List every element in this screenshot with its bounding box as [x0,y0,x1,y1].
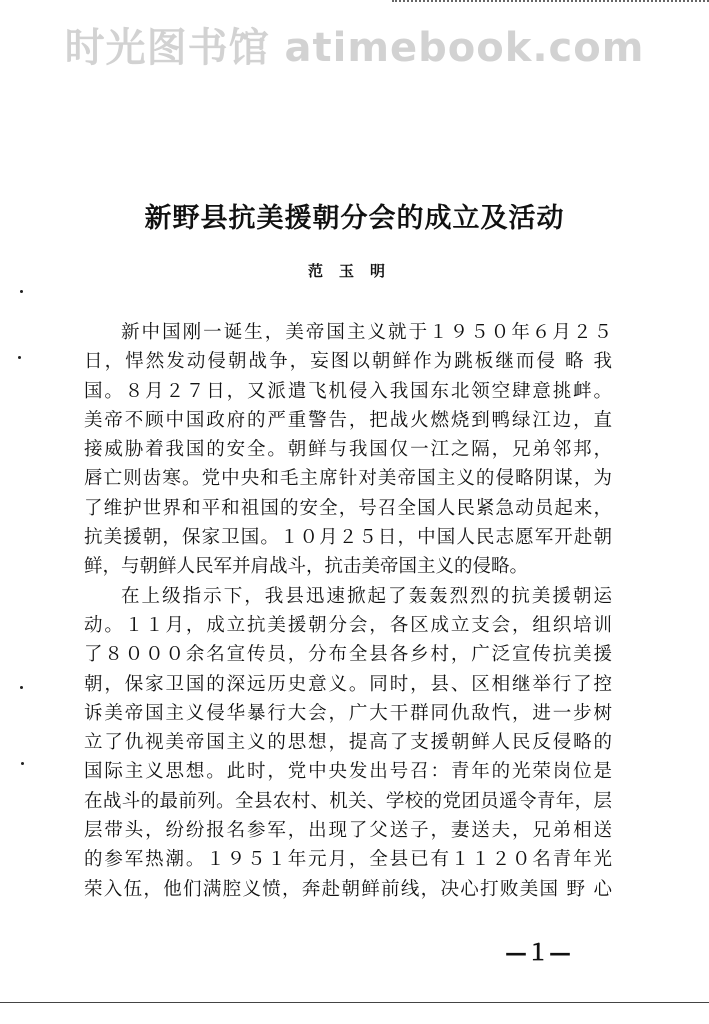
article-title: 新野县抗美援朝分会的成立及活动 [144,203,565,234]
article-body [84,318,612,904]
watermark: 时光图书馆 atimebook.com [64,25,645,71]
text-line: 抗美援朝，保家卫国。１０月２５日，中国人民志愿军开赴朝 [84,527,612,549]
scan-bottom-edge [0,1002,709,1003]
text-line: 立了仇视美帝国主义的思想，提高了支援朝鲜人民反侵略的 [84,732,612,754]
article-author: 范玉明 [307,262,401,280]
text-line: 新中国刚一诞生，美帝国主义就于１９５０年６月２５ [121,322,612,343]
text-line: 动。１１月，成立抗美援朝分会，各区成立支会，组织培训 [84,614,612,636]
text-line: 了维护世界和平和祖国的安全，号召全国人民紧急动员起来， [84,497,612,519]
text-line: 唇亡则齿寒。党中央和毛主席针对美帝国主义的侵略阴谋，为 [84,468,612,490]
page-number: —１— [505,940,572,966]
text-line: 的参军热潮。１９５１年元月，全县已有１１２０名青年光 [84,849,612,871]
scan-speck [20,290,23,293]
text-line: 国际主义思想。此时，党中央发出号召：青年的光荣岗位是 [84,761,612,783]
text-line: 接威胁着我国的安全。朝鲜与我国仅一江之隔，兄弟邻邦， [84,439,612,461]
text-line: 荣入伍，他们满腔义愤，奔赴朝鲜前线，决心打败美国 野 心 [84,878,612,900]
paragraph [84,318,612,582]
text-line: 国。８月２７日，又派遣飞机侵入我国东北领空肆意挑衅。 [84,380,612,402]
scan-edge-marks [392,0,709,8]
text-line: 在战斗的最前列。全县农村、机关、学校的党团员遥令青年，层 [84,790,612,812]
text-line: 鲜，与朝鲜人民军并肩战斗，抗击美帝国主义的侵略。 [84,556,529,578]
text-line: 了８０００余名宣传员，分布全县各乡村，广泛宣传抗美援 [84,644,612,666]
text-line: 诉美帝国主义侵华暴行大会，广大干群同仇敌忾，进一步树 [84,702,612,724]
scan-speck [20,686,23,689]
paragraph [84,582,612,904]
text-line: 层带头，纷纷报名参军，出现了父送子，妻送夫，兄弟相送 [84,820,612,842]
text-line: 日，悍然发动侵朝战争，妄图以朝鲜作为跳板继而侵 略 我 [84,351,612,373]
text-line: 在上级指示下，我县迅速掀起了轰轰烈烈的抗美援朝运 [121,585,612,607]
text-line: 美帝不顾中国政府的严重警告，把战火燃烧到鸭绿江边，直 [84,409,612,431]
scan-speck [18,356,21,359]
text-line: 朝，保家卫国的深远历史意义。同时，县、区相继举行了控 [84,673,612,695]
scan-speck [21,762,24,765]
